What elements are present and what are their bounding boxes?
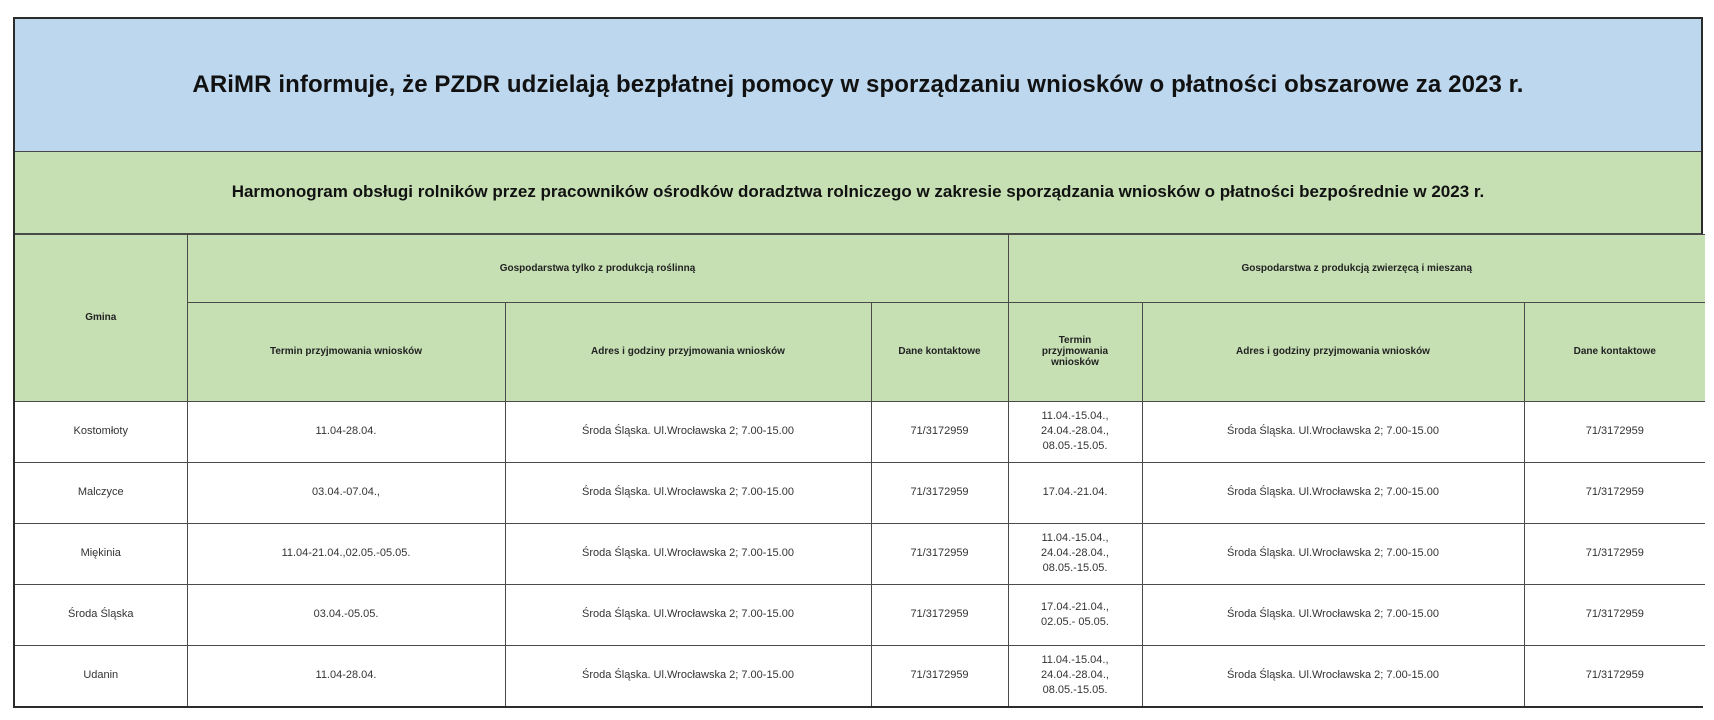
header-termin-animal: Termin przyjmowania wniosków xyxy=(1008,302,1142,401)
header-termin-plant: Termin przyjmowania wniosków xyxy=(187,302,505,401)
cell-gmina: Środa Śląska xyxy=(15,584,187,645)
termin-line: 11.04.-15.04., xyxy=(1041,654,1109,667)
cell-adres-animal: Środa Śląska. Ul.Wrocławska 2; 7.00-15.00 xyxy=(1142,462,1524,523)
cell-termin-animal xyxy=(1008,462,1142,523)
termin-line: 24.04.-28.04., xyxy=(1041,669,1109,682)
table-row xyxy=(15,462,1705,523)
cell-gmina: Udanin xyxy=(15,645,187,706)
termin-line: 24.04.-28.04., xyxy=(1041,425,1109,437)
header-group-animal: Gospodarstwa z produkcją zwierzęcą i mieszaną xyxy=(1008,234,1705,302)
cell-termin-animal xyxy=(1008,523,1142,584)
cell-dane-animal: 71/3172959 xyxy=(1524,645,1705,706)
cell-dane-plant: 71/3172959 xyxy=(871,645,1008,706)
cell-adres-animal: Środa Śląska. Ul.Wrocławska 2; 7.00-15.00 xyxy=(1142,523,1524,584)
cell-dane-plant: 71/3172959 xyxy=(871,462,1008,523)
termin-line: 11.04.-15.04., xyxy=(1041,532,1109,544)
cell-adres-plant: Środa Śląska. Ul.Wrocławska 2; 7.00-15.00 xyxy=(505,523,871,584)
header-adres-animal: Adres i godziny przyjmowania wniosków xyxy=(1142,302,1524,401)
cell-termin-plant: 03.04.-07.04., xyxy=(187,462,505,523)
cell-termin-plant: 11.04-28.04. xyxy=(187,645,505,706)
termin-line: 08.05.-15.05. xyxy=(1042,684,1108,697)
header-dane-animal: Dane kontaktowe xyxy=(1524,302,1705,401)
termin-line: 24.04.-28.04., xyxy=(1041,547,1109,559)
cell-adres-animal: Środa Śląska. Ul.Wrocławska 2; 7.00-15.00 xyxy=(1142,401,1524,462)
termin-line: 02.05.- 05.05. xyxy=(1041,615,1109,628)
cell-termin-plant: 03.04.-05.05. xyxy=(187,584,505,645)
schedule-table xyxy=(15,234,1705,707)
termin-line: 11.04.-15.04., xyxy=(1041,410,1109,422)
cell-termin-animal xyxy=(1008,401,1142,462)
cell-adres-plant: Środa Śląska. Ul.Wrocławska 2; 7.00-15.00 xyxy=(505,584,871,645)
cell-dane-animal: 71/3172959 xyxy=(1524,462,1705,523)
cell-dane-plant: 71/3172959 xyxy=(871,523,1008,584)
table-body xyxy=(15,401,1705,706)
cell-termin-plant: 11.04-21.04.,02.05.-05.05. xyxy=(187,523,505,584)
cell-adres-animal: Środa Śląska. Ul.Wrocławska 2; 7.00-15.00 xyxy=(1142,584,1524,645)
table-row xyxy=(15,401,1705,462)
cell-dane-plant: 71/3172959 xyxy=(871,401,1008,462)
cell-adres-plant: Środa Śląska. Ul.Wrocławska 2; 7.00-15.00 xyxy=(505,401,871,462)
cell-gmina: Miękinia xyxy=(15,523,187,584)
header-dane-plant: Dane kontaktowe xyxy=(871,302,1008,401)
table-row xyxy=(15,645,1705,706)
cell-gmina: Malczyce xyxy=(15,462,187,523)
header-group-plant: Gospodarstwa tylko z produkcją roślinną xyxy=(187,234,1008,302)
cell-dane-animal: 71/3172959 xyxy=(1524,523,1705,584)
cell-dane-animal: 71/3172959 xyxy=(1524,401,1705,462)
page-title: ARiMR informuje, że PZDR udzielają bezpłatnej pomocy w sporządzaniu wniosków o płatności obszarowe za 2023 r. xyxy=(15,19,1701,152)
schedule-sheet xyxy=(13,17,1703,708)
page-subtitle: Harmonogram obsługi rolników przez pracowników ośrodków doradztwa rolniczego w zakresie sporządzania wniosków o płatności bezpośrednie w 2023 r. xyxy=(15,152,1701,234)
cell-termin-animal xyxy=(1008,645,1142,706)
cell-gmina: Kostomłoty xyxy=(15,401,187,462)
termin-line: 08.05.-15.05. xyxy=(1042,440,1108,452)
cell-adres-plant: Środa Śląska. Ul.Wrocławska 2; 7.00-15.00 xyxy=(505,462,871,523)
header-gmina: Gmina xyxy=(15,234,187,401)
cell-adres-animal: Środa Śląska. Ul.Wrocławska 2; 7.00-15.00 xyxy=(1142,645,1524,706)
termin-line: 08.05.-15.05. xyxy=(1042,562,1108,574)
termin-line: 17.04.-21.04., xyxy=(1041,600,1109,613)
table-row xyxy=(15,584,1705,645)
cell-adres-plant: Środa Śląska. Ul.Wrocławska 2; 7.00-15.00 xyxy=(505,645,871,706)
header-adres-plant: Adres i godziny przyjmowania wniosków xyxy=(505,302,871,401)
cell-dane-animal: 71/3172959 xyxy=(1524,584,1705,645)
cell-termin-animal xyxy=(1008,584,1142,645)
cell-termin-plant: 11.04-28.04. xyxy=(187,401,505,462)
cell-dane-plant: 71/3172959 xyxy=(871,584,1008,645)
termin-line: 17.04.-21.04. xyxy=(1042,486,1108,498)
table-row xyxy=(15,523,1705,584)
